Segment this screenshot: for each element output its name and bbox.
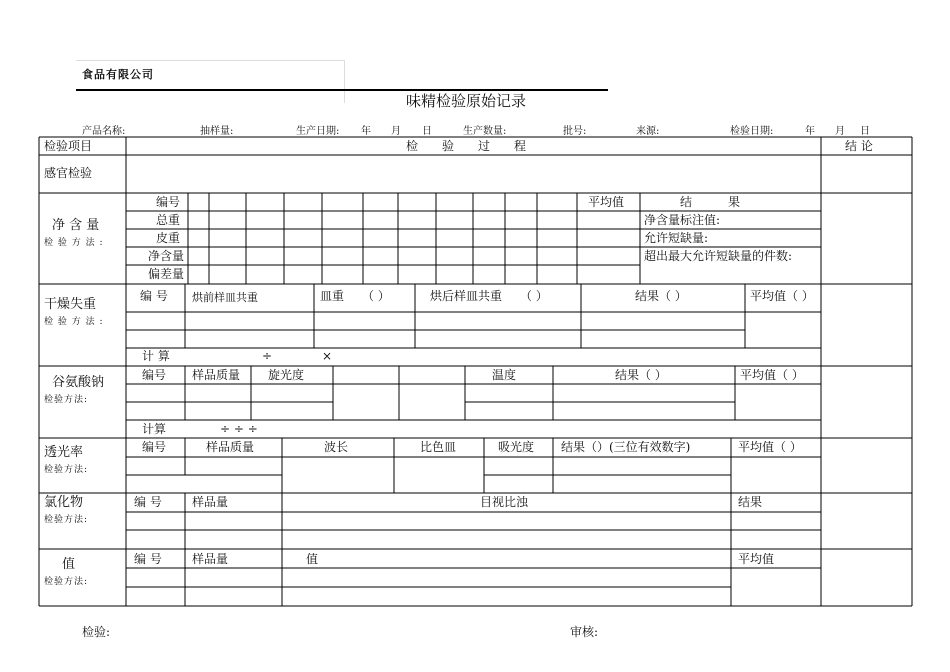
net-row-no: 编号 — [156, 195, 181, 209]
source-label: 来源: — [636, 126, 660, 137]
drying-before-label: 烘前样皿共重 — [192, 291, 258, 304]
prod-year-label: 年 — [361, 126, 371, 137]
msg-result-label: 结果（ ） — [615, 368, 667, 382]
trans-absorb-label: 吸光度 — [498, 440, 535, 454]
msg-calc-label: 计算 — [142, 422, 167, 436]
prod-day-label: 日 — [422, 126, 432, 137]
trans-mass-label: 样品质量 — [206, 440, 255, 454]
col-header-process: 检 验 过 程 — [406, 139, 527, 153]
prod-date-label: 生产日期: — [296, 126, 340, 137]
drying-result-label: 结果（ ） — [635, 289, 687, 303]
net-labeled-label: 净含量标注值: — [644, 213, 721, 227]
net-exceed-label: 超出最大允许短缺量的件数: — [644, 249, 793, 263]
prod-month-label: 月 — [391, 126, 401, 137]
chloride-qty-label: 样品量 — [192, 495, 229, 509]
net-method-label: 检 验 方 法 : — [44, 238, 104, 248]
trans-avg-label: 平均值（ ） — [738, 440, 802, 454]
trans-cuvette-label: 比色皿 — [420, 440, 457, 454]
test-year-label: 年 — [805, 126, 815, 137]
company-name: 食品有限公司 — [82, 68, 154, 81]
net-allowed-label: 允许短缺量: — [644, 231, 709, 245]
msg-no-label: 编号 — [142, 368, 167, 382]
chloride-no-label: 编 号 — [134, 495, 162, 509]
net-result-label: 结 果 — [680, 195, 741, 209]
prod-qty-label: 生产数量: — [463, 126, 507, 137]
net-row-net: 净含量 — [148, 249, 185, 263]
net-content-label: 净 含 量 — [52, 218, 100, 233]
drying-after-label: 烘后样皿共重 （ ） — [430, 289, 548, 303]
msg-label: 谷氨酸钠 — [52, 375, 105, 390]
drying-avg-label: 平均值（ ） — [750, 289, 814, 303]
ph-no-label: 编 号 — [134, 552, 162, 566]
test-day-label: 日 — [860, 126, 870, 137]
drying-no-label: 编 号 — [140, 289, 168, 303]
drying-loss-label: 干燥失重 — [44, 297, 97, 312]
net-row-tare: 皮重 — [156, 231, 181, 245]
col-header-item: 检验项目 — [44, 139, 93, 153]
chloride-turbidity-label: 目视比浊 — [480, 495, 529, 509]
drying-method-label: 检 验 方 法 : — [44, 317, 104, 327]
document-title: 味精检验原始记录 — [406, 92, 527, 110]
chloride-method-label: 检验方法: — [44, 515, 89, 525]
chloride-label: 氯化物 — [44, 495, 84, 510]
inspector-label: 检验: — [82, 625, 111, 639]
reviewer-label: 审核: — [570, 625, 599, 639]
drying-div-sign: ÷ — [262, 349, 273, 363]
test-date-label: 检验日期: — [730, 126, 774, 137]
ph-value-label: 值 — [306, 552, 319, 566]
transmittance-method-label: 检验方法: — [44, 465, 89, 475]
trans-no-label: 编号 — [142, 440, 167, 454]
ph-avg-label: 平均值 — [738, 552, 775, 566]
msg-method-label: 检验方法: — [44, 395, 89, 405]
chloride-result-label: 结果 — [738, 495, 763, 509]
drying-dish-label: 皿重 （ ） — [320, 289, 390, 303]
batch-label: 批号: — [563, 126, 587, 137]
msg-temp-label: 温度 — [492, 368, 517, 382]
transmittance-label: 透光率 — [44, 445, 84, 460]
msg-avg-label: 平均值（ ） — [740, 368, 804, 382]
net-row-deviation: 偏差量 — [148, 267, 185, 281]
net-avg-label: 平均值 — [588, 195, 625, 209]
ph-method-label: 检验方法: — [44, 577, 89, 587]
product-name-label: 产品名称: — [82, 126, 126, 137]
trans-wave-label: 波长 — [324, 440, 349, 454]
msg-div-signs: ÷ ÷ ÷ — [220, 422, 258, 436]
drying-calc-label: 计 算 — [142, 349, 170, 363]
net-row-gross: 总重 — [156, 213, 181, 227]
sensory-label: 感官检验 — [44, 166, 93, 180]
sample-qty-label: 抽样量: — [200, 126, 234, 137]
ph-qty-label: 样品量 — [192, 552, 229, 566]
test-month-label: 月 — [835, 126, 845, 137]
ph-label: 值 — [62, 557, 76, 572]
drying-mul-sign: × — [322, 349, 333, 363]
msg-rotation-label: 旋光度 — [268, 368, 305, 382]
msg-mass-label: 样品质量 — [192, 368, 241, 382]
trans-result-label: 结果（）(三位有效数字) — [561, 440, 691, 454]
col-header-conclusion: 结 论 — [845, 139, 873, 153]
